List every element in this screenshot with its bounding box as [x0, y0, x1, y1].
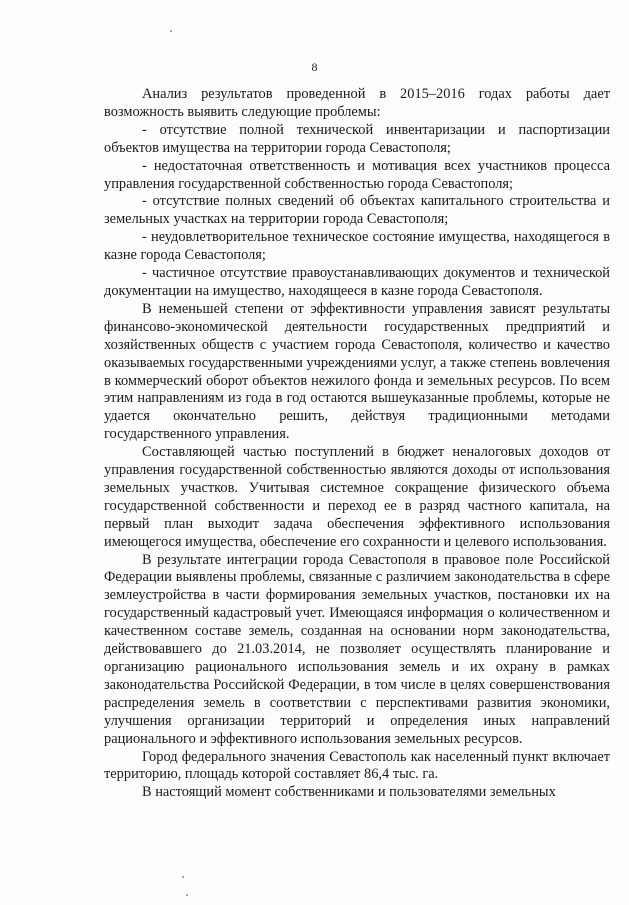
- list-item-inventory: - отсутствие полной технической инвентаризации и паспортизации объектов имущества на территории города Севастополя;: [104, 121, 610, 156]
- scan-speck: [186, 894, 188, 896]
- paragraph-legal-integration: В результате интеграции города Севастополя в правовое поле Российской Федерации выявлены проблемы, связанные с различием законодательства в сфере землеустройства в части формирования земельных участков, постановки их на государственный кадастровый учет. Имеющаяся информация о количественном и качественном составе земель, созданная на основании норм законодательства, действовавшего до 21.03.2014, не позволяет осуществлять планирование и организацию рационального использования земель и их охрану в рамках законодательства Российской Федерации, в том числе в целях совершенствования распределения земель в соответствии с перспективами развития экономики, улучшения организации территорий и определения иных направлений рационального и эффективного использования земельных ресурсов.: [104, 551, 610, 747]
- list-item-construction-data: - отсутствие полных сведений об объектах капитального строительства и земельных участках на территории города Севастополя;: [104, 193, 610, 228]
- paragraph-non-tax-revenue: Составляющей частью поступлений в бюджет неналоговых доходов от управления государственной собственностью являются доходы от использования земельных участков. Учитывая системное сокращение физического объема государственной собственности и переход ее в разряд частного капитала, на первый план выходит задача обеспечения эффективного использования имеющегося имущества, обеспечение его сохранности и целевого использования.: [104, 444, 610, 550]
- document-body: [104, 86, 610, 802]
- paragraph-city-territory: Город федерального значения Севастополь как населенный пункт включает территорию, площадь которой составляет 86,4 тыс. га.: [104, 748, 610, 783]
- scan-speck: [182, 876, 184, 878]
- paragraph-management-efficiency: В неменьшей степени от эффективности управления зависят результаты финансово-экономической деятельности государственных предприятий и хозяйственных обществ с участием города Севастополя, количество и качество оказываемых государственными учреждениями услуг, а также степень вовлечения в коммерческий оборот объектов нежилого фонда и земельных ресурсов. По всем этим направлениям из года в год остаются вышеуказанные проблемы, которые не удается окончательно решить, действуя традиционными методами государственного управления.: [104, 300, 610, 443]
- list-item-missing-documents: - частичное отсутствие правоустанавливающих документов и технической документации на имущество, находящееся в казне города Севастополя.: [104, 265, 610, 299]
- page-number: 8: [311, 60, 318, 74]
- list-item-responsibility: - недостаточная ответственность и мотивация всех участников процесса управления государственной собственностью города Севастополя;: [104, 157, 610, 192]
- paragraph-intro: Анализ результатов проведенной в 2015–2016 годах работы дает возможность выявить следующие проблемы:: [104, 86, 610, 120]
- list-item-technical-condition: - неудовлетворительное техническое состояние имущества, находящегося в казне города Севастополя;: [104, 229, 610, 264]
- scan-speck: [170, 30, 172, 32]
- paragraph-land-owners: В настоящий момент собственниками и пользователями земельных: [142, 784, 556, 801]
